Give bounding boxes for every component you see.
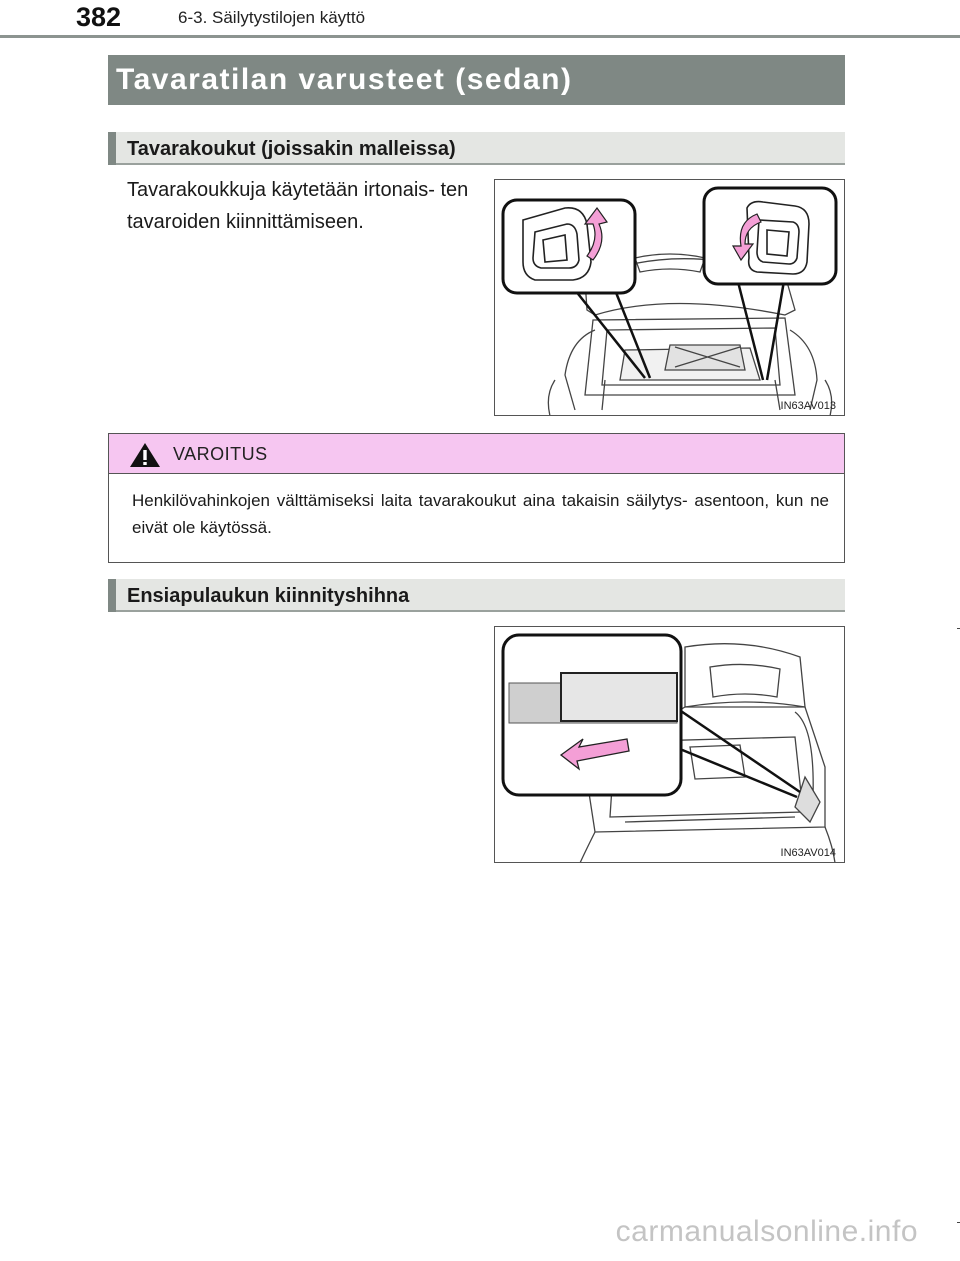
section-header-bar xyxy=(108,132,116,165)
warning-text: Henkilövahinkojen välttämiseksi laita tavarakoukut aina takaisin säilytys- asentoon, kun ne eivät ole käytössä. xyxy=(132,491,829,537)
figure-code: IN63AV014 xyxy=(780,847,836,859)
warning-box xyxy=(108,433,845,563)
header-rule xyxy=(0,35,960,38)
running-header: 6-3. Säilytystilojen käyttö xyxy=(178,8,366,27)
warning-header xyxy=(109,434,844,474)
section-header-label: Ensiapulaukun kiinnityshihna xyxy=(127,585,410,607)
cargo-hooks-body-text: Tavarakoukkuja käytetään irtonais- ten tavaroiden kiinnittämiseen. xyxy=(127,179,469,233)
first-aid-strap-illustration xyxy=(495,627,845,863)
section-header-cargo-hooks xyxy=(108,132,845,165)
watermark: carmanualsonline.info xyxy=(615,1215,918,1248)
figure-code: IN63AV013 xyxy=(780,400,836,412)
section-header-first-aid-strap xyxy=(108,579,845,612)
page-number: 382 xyxy=(76,2,122,32)
section-header-label: Tavarakoukut (joissakin malleissa) xyxy=(127,138,456,160)
section-header-bar xyxy=(108,579,116,612)
warning-label: VAROITUS xyxy=(173,444,268,464)
figure-cargo-hooks xyxy=(494,179,845,416)
page-title: Tavaratilan varusteet (sedan) xyxy=(108,55,845,105)
figure-first-aid-strap xyxy=(494,626,845,863)
cargo-hooks-illustration xyxy=(495,180,845,416)
warning-triangle-icon xyxy=(129,442,161,468)
